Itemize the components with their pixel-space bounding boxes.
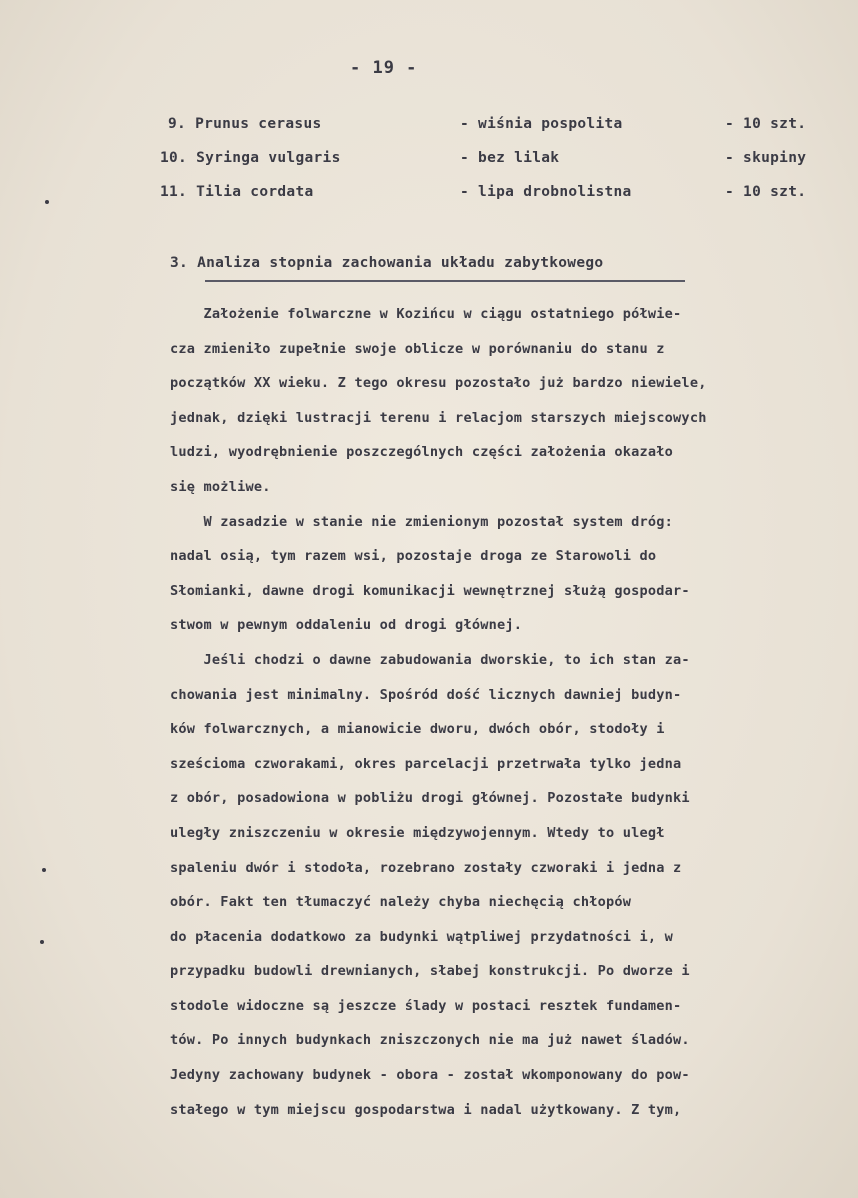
text-line: stwom w pewnym oddaleniu od drogi głównej. (170, 617, 523, 634)
text-line: Słomianki, dawne drogi komunikacji wewnętrznej służą gospodar- (170, 582, 690, 599)
plant-row (0, 184, 858, 218)
binder-hole-mark (45, 200, 49, 204)
plant-quantity: - 10 szt. (725, 184, 807, 200)
text-line: chowania jest minimalny. Spośród dość licznych dawniej budyn- (170, 686, 682, 703)
plant-polish-name: - bez lilak (460, 150, 560, 166)
text-line: tów. Po innych budynkach zniszczonych nie ma już nawet śladów. (170, 1032, 690, 1049)
plant-row (0, 150, 858, 184)
text-line: nadal osią, tym razem wsi, pozostaje droga ze Starowoli do (170, 548, 657, 565)
text-line: sześcioma czworakami, okres parcelacji przetrwała tylko jedna (170, 755, 682, 772)
text-line: spaleniu dwór i stodoła, rozebrano zostały czworaki i jedna z (170, 859, 682, 876)
plant-latin-name: Syringa vulgaris (196, 150, 341, 166)
text-line: jednak, dzięki lustracji terenu i relacjom starszych miejscowych (170, 409, 707, 426)
text-line: uległy zniszczeniu w okresie międzywojennym. Wtedy to uległ (170, 824, 665, 841)
text-line: stodole widoczne są jeszcze ślady w postaci resztek fundamen- (170, 997, 682, 1014)
text-line: do płacenia dodatkowo za budynki wątpliwej przydatności i, w (170, 928, 674, 945)
plant-number: 11. (160, 184, 188, 200)
plant-quantity: - skupiny (725, 150, 807, 166)
text-line: Jeśli chodzi o dawne zabudowania dworskie, to ich stan za- (170, 651, 690, 668)
text-line: ludzi, wyodrębnienie poszczególnych części założenia okazało (170, 444, 674, 461)
plant-latin-name: Tilia cordata (196, 184, 314, 200)
plant-polish-name: - lipa drobnolistna (460, 184, 632, 200)
section-heading: 3. Analiza stopnia zachowania układu zabytkowego (170, 255, 604, 271)
text-line: Jedyny zachowany budynek - obora - został wkomponowany do pow- (170, 1067, 690, 1084)
plant-quantity: - 10 szt. (725, 116, 807, 132)
text-line: ków folwarcznych, a mianowicie dworu, dwóch obór, stodoły i (170, 721, 665, 738)
text-line: cza zmieniło zupełnie swoje oblicze w porównaniu do stanu z (170, 340, 665, 357)
text-line: się możliwe. (170, 478, 271, 495)
plant-polish-name: - wiśnia pospolita (460, 116, 623, 132)
plant-latin-name: Prunus cerasus (195, 116, 322, 132)
plant-number: 9. (168, 116, 187, 132)
body-text (170, 303, 850, 1133)
text-line: z obór, posadowiona w pobliżu drogi głównej. Pozostałe budynki (170, 790, 690, 807)
binder-hole-mark (40, 940, 44, 944)
binder-hole-mark (42, 868, 46, 872)
heading-underline (205, 280, 685, 282)
plant-list (0, 116, 858, 218)
text-line: W zasadzie w stanie nie zmienionym pozostał system dróg: (170, 513, 674, 530)
text-line: stałego w tym miejscu gospodarstwa i nadal użytkowany. Z tym, (170, 1101, 682, 1118)
page-number: - 19 - (350, 58, 418, 78)
plant-number: 10. (160, 150, 188, 166)
text-line: Założenie folwarczne w Kozińcu w ciągu ostatniego półwie- (170, 306, 682, 322)
text-line: początków XX wieku. Z tego okresu pozostało już bardzo niewiele, (170, 375, 707, 392)
plant-row (0, 116, 858, 150)
text-line: obór. Fakt ten tłumaczyć należy chyba niechęcią chłopów (170, 894, 632, 911)
text-line: przypadku budowli drewnianych, słabej konstrukcji. Po dworze i (170, 963, 690, 980)
